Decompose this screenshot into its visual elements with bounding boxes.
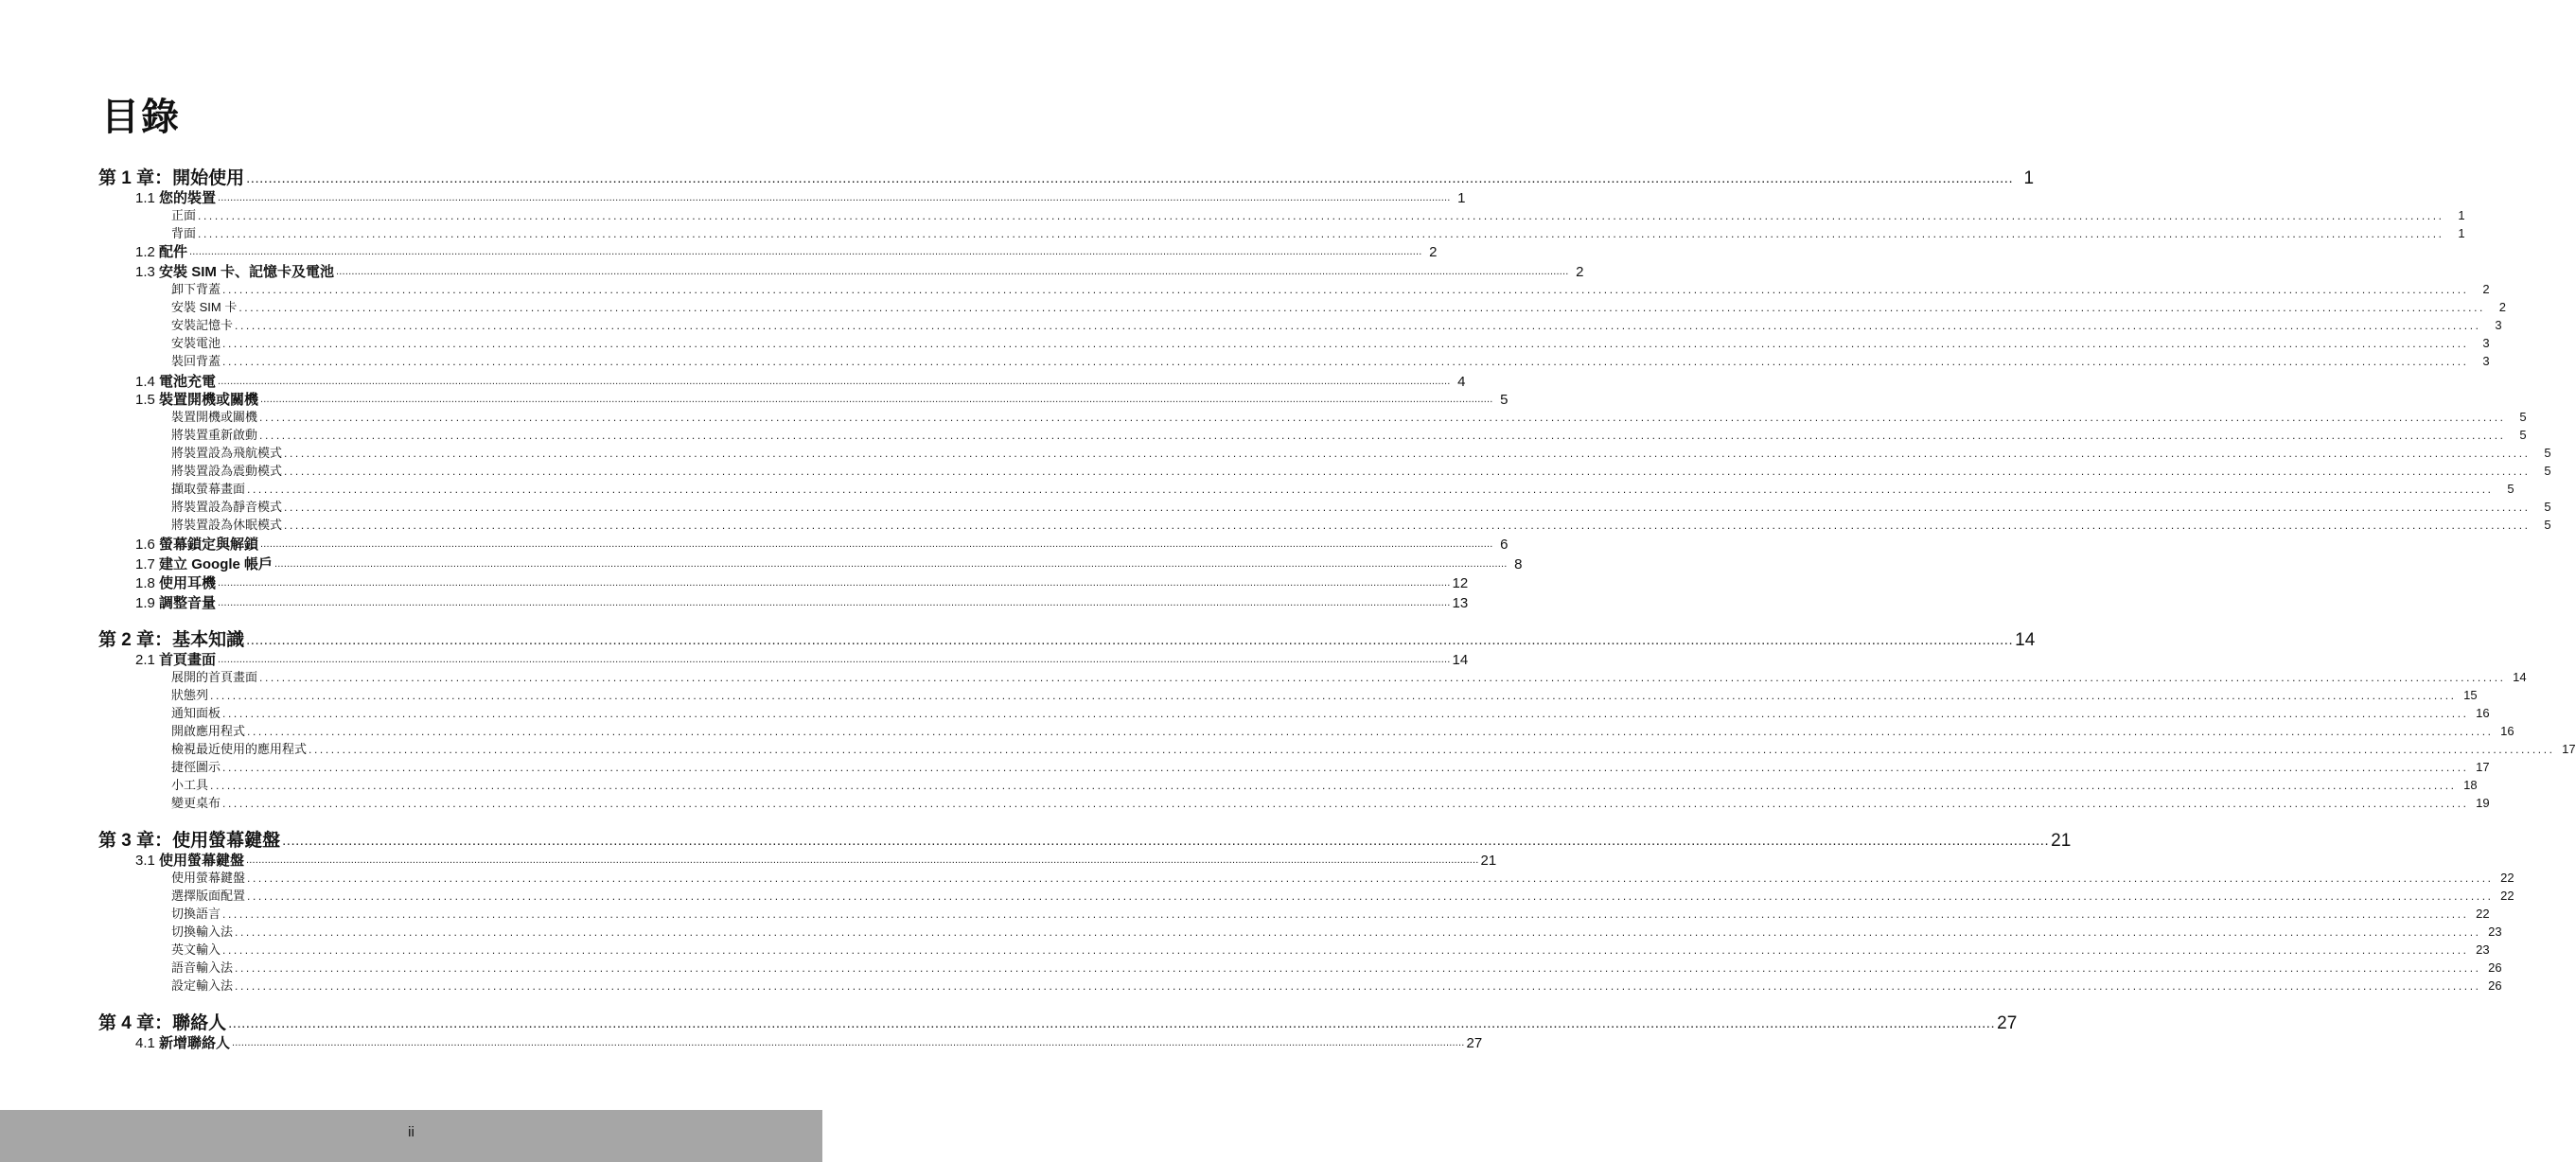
toc-section-number: 2.1: [135, 652, 160, 668]
toc-section-number: 1.7: [135, 556, 160, 572]
page-title: 目錄: [101, 97, 181, 138]
toc-entry-label: 通知面板: [171, 706, 221, 720]
toc-page-number: 5: [2544, 518, 2551, 532]
toc-page-number: 16: [2500, 724, 2514, 738]
toc-entry-section[interactable]: [135, 243, 1438, 261]
toc-leader-dots: ................................................................................................................................................................................................................................................................................................................................................................................................................: [260, 394, 1493, 405]
toc-entry-label: [135, 189, 216, 207]
toc-leader-dots: ................................................................................................................................................................................................................................................................................................................................................................................................................: [284, 519, 2531, 532]
toc-section-number: 1.3: [135, 264, 160, 280]
toc-section-title: 首頁畫面: [159, 652, 217, 668]
toc-entry-sub[interactable]: [171, 924, 2502, 941]
toc-entry-label: [135, 263, 334, 281]
toc-entry-label: 變更桌布: [171, 796, 221, 810]
toc-entry-label: 安裝電池: [171, 336, 221, 350]
toc-entry-label: 第 2 章：基本知識: [98, 630, 245, 650]
toc-entry-chapter[interactable]: [98, 629, 2036, 652]
toc-page-number: 4: [1457, 374, 1466, 390]
toc-entry-section[interactable]: [135, 555, 1523, 573]
toc-entry-label: 語音輸入法: [171, 960, 234, 975]
toc-entry-label: 背面: [171, 226, 197, 240]
toc-entry-label: [135, 574, 216, 592]
toc-entry-sub[interactable]: [171, 942, 2490, 959]
toc-page-number: 2: [1429, 244, 1438, 260]
toc-page-number: 27: [1466, 1035, 1483, 1051]
toc-entry-label: 設定輸入法: [171, 978, 234, 993]
toc-leader-dots: ................................................................................................................................................................................................................................................................................................................................................................................................................: [284, 501, 2531, 514]
toc-page-number: 12: [1452, 575, 1469, 591]
toc-leader-dots: ................................................................................................................................................................................................................................................................................................................................................................................................................: [218, 597, 1451, 608]
toc-leader-dots: ................................................................................................................................................................................................................................................................................................................................................................................................................: [247, 872, 2494, 885]
toc-entry-sub[interactable]: [171, 299, 2506, 316]
toc-entry-label: 檢視最近使用的應用程式: [171, 742, 308, 756]
toc-page-number: 21: [2051, 831, 2072, 851]
toc-section-title: 安裝 SIM 卡、記憶卡及電池: [159, 264, 335, 280]
toc-entry-label: 選擇版面配置: [171, 889, 246, 903]
toc-entry-section[interactable]: [135, 391, 1509, 409]
toc-leader-dots: ................................................................................................................................................................................................................................................................................................................................................................................................................: [284, 447, 2531, 460]
toc-entry-label: 第 3 章：使用螢幕鍵盤: [98, 831, 281, 851]
toc-entry-sub[interactable]: [171, 409, 2527, 426]
toc-leader-dots: ................................................................................................................................................................................................................................................................................................................................................................................................................: [274, 558, 1508, 570]
toc-leader-dots: ................................................................................................................................................................................................................................................................................................................................................................................................................: [198, 227, 2444, 240]
toc-entry-label: 使用螢幕鍵盤: [171, 871, 246, 885]
toc-entry-sub[interactable]: [171, 427, 2527, 444]
toc-page-number: 1: [2458, 226, 2465, 240]
toc-leader-dots: ................................................................................................................................................................................................................................................................................................................................................................................................................: [222, 707, 2469, 720]
toc-leader-dots: ................................................................................................................................................................................................................................................................................................................................................................................................................: [246, 170, 2014, 186]
toc-section-number: 1.5: [135, 392, 160, 408]
toc-leader-dots: ................................................................................................................................................................................................................................................................................................................................................................................................................: [210, 689, 2457, 702]
toc-leader-dots: ................................................................................................................................................................................................................................................................................................................................................................................................................: [189, 246, 1422, 257]
toc-page-number: 14: [1452, 652, 1469, 668]
toc-section-title: 您的裝置: [159, 190, 217, 206]
toc-entry-sub[interactable]: [171, 777, 2478, 794]
toc-entry-label: 將裝置設為靜音模式: [171, 500, 283, 514]
toc-section-title: 調整音量: [159, 595, 217, 611]
toc-page-number: 17: [2562, 742, 2576, 756]
toc-entry-sub[interactable]: [171, 906, 2490, 923]
toc-page-number: 13: [1452, 595, 1469, 611]
toc-page-number: 2: [2498, 300, 2506, 314]
toc-section-number: 1.8: [135, 575, 160, 591]
toc-page-number: 3: [2482, 354, 2490, 368]
toc-leader-dots: ................................................................................................................................................................................................................................................................................................................................................................................................................: [246, 854, 1479, 866]
toc-entry-section[interactable]: [135, 852, 1497, 870]
toc-leader-dots: ................................................................................................................................................................................................................................................................................................................................................................................................................: [235, 319, 2481, 332]
toc-entry-sub[interactable]: [171, 499, 2551, 516]
toc-entry-label: 切換輸入法: [171, 924, 234, 939]
toc-entry-sub[interactable]: [171, 687, 2478, 704]
toc-page-number: 15: [2463, 688, 2478, 702]
toc-leader-dots: ................................................................................................................................................................................................................................................................................................................................................................................................................: [284, 465, 2531, 478]
toc-section-title: 螢幕鎖定與解鎖: [159, 537, 259, 553]
toc-entry-sub[interactable]: [171, 795, 2490, 812]
toc-entry-label: [135, 1034, 230, 1052]
toc-entry-sub[interactable]: [171, 977, 2502, 995]
toc-section-title: 電池充電: [159, 374, 217, 390]
toc-page-number: 3: [2482, 336, 2490, 350]
toc-leader-dots: ................................................................................................................................................................................................................................................................................................................................................................................................................: [222, 355, 2469, 368]
toc-leader-dots: ................................................................................................................................................................................................................................................................................................................................................................................................................: [247, 725, 2494, 738]
toc-entry-sub[interactable]: [171, 445, 2551, 462]
toc-leader-dots: ................................................................................................................................................................................................................................................................................................................................................................................................................: [228, 1015, 1996, 1031]
toc-entry-sub[interactable]: [171, 705, 2490, 722]
footer-page-number: ii: [408, 1124, 415, 1140]
toc-section-number: 1.1: [135, 190, 160, 206]
toc-section-number: 3.1: [135, 853, 160, 869]
toc-entry-label: 正面: [171, 208, 197, 222]
toc-leader-dots: ................................................................................................................................................................................................................................................................................................................................................................................................................: [232, 1037, 1465, 1048]
toc-entry-sub[interactable]: [171, 353, 2490, 370]
toc-entry-sub[interactable]: [171, 517, 2551, 534]
toc-leader-dots: ................................................................................................................................................................................................................................................................................................................................................................................................................: [210, 779, 2457, 792]
toc-entry-label: 擷取螢幕畫面: [171, 482, 246, 496]
toc-entry-label: [135, 594, 216, 612]
toc-section-title: 使用螢幕鍵盤: [159, 853, 245, 869]
toc-entry-sub[interactable]: [171, 481, 2514, 498]
toc-entry-sub[interactable]: [171, 463, 2551, 480]
toc-entry-chapter[interactable]: [98, 167, 2035, 190]
toc-entry-label: 切換語言: [171, 907, 221, 921]
toc-section-title: 裝置開機或關機: [159, 392, 259, 408]
toc-page-number: 16: [2476, 706, 2490, 720]
toc-entry-sub[interactable]: [171, 741, 2576, 758]
toc-page-number: 27: [1997, 1013, 2018, 1033]
toc-entry-label: 開啟應用程式: [171, 724, 246, 738]
toc-entry-label: 安裝 SIM 卡: [171, 300, 238, 314]
toc-page-number: 26: [2488, 978, 2502, 993]
toc-page-number: 23: [2488, 924, 2502, 939]
toc-entry-label: [135, 391, 258, 409]
toc-entry-label: 第 4 章：聯絡人: [98, 1013, 227, 1033]
toc-section-number: 1.6: [135, 537, 160, 553]
toc-page-number: 5: [2544, 500, 2551, 514]
toc-leader-dots: ................................................................................................................................................................................................................................................................................................................................................................................................................: [336, 266, 1569, 277]
toc-leader-dots: ................................................................................................................................................................................................................................................................................................................................................................................................................: [247, 483, 2494, 496]
toc-entry-label: 小工具: [171, 778, 209, 792]
toc-leader-dots: ................................................................................................................................................................................................................................................................................................................................................................................................................: [238, 301, 2485, 314]
toc-leader-dots: ................................................................................................................................................................................................................................................................................................................................................................................................................: [198, 209, 2444, 222]
toc-entry-section[interactable]: [135, 651, 1469, 669]
toc-entry-sub[interactable]: [171, 225, 2465, 242]
toc-entry-label: [135, 536, 258, 554]
toc-entry-label: 展開的首頁畫面: [171, 670, 258, 684]
toc-entry-sub[interactable]: [171, 207, 2465, 224]
toc-entry-sub[interactable]: [171, 281, 2490, 298]
toc-page-number: 5: [1500, 392, 1509, 408]
toc-leader-dots: ................................................................................................................................................................................................................................................................................................................................................................................................................: [222, 337, 2469, 350]
toc-leader-dots: ................................................................................................................................................................................................................................................................................................................................................................................................................: [218, 577, 1451, 589]
toc-entry-label: 安裝記憶卡: [171, 318, 234, 332]
toc-entry-sub[interactable]: [171, 870, 2514, 887]
toc-leader-dots: ................................................................................................................................................................................................................................................................................................................................................................................................................: [222, 943, 2469, 957]
toc-entry-label: 英文輸入: [171, 942, 221, 957]
toc-page-number: 23: [2476, 942, 2490, 957]
toc-page-number: 1: [1457, 190, 1466, 206]
toc-section-title: 使用耳機: [159, 575, 217, 591]
toc-entry-section[interactable]: [135, 373, 1466, 391]
toc-leader-dots: ................................................................................................................................................................................................................................................................................................................................................................................................................: [309, 743, 2555, 756]
toc-entry-label: 狀態列: [171, 688, 209, 702]
toc-section-number: 4.1: [135, 1035, 160, 1051]
toc-page-number: 5: [2544, 464, 2551, 478]
toc-leader-dots: ................................................................................................................................................................................................................................................................................................................................................................................................................: [235, 979, 2481, 993]
toc-section-number: 1.9: [135, 595, 160, 611]
toc-section-title: 新增聯絡人: [159, 1035, 231, 1051]
toc-page-number: 17: [2476, 760, 2490, 774]
toc-leader-dots: ................................................................................................................................................................................................................................................................................................................................................................................................................: [218, 376, 1451, 387]
toc-entry-section[interactable]: [135, 574, 1469, 592]
toc-page-number: 22: [2500, 889, 2514, 903]
toc-page-number: 8: [1514, 556, 1523, 572]
toc-entry-label: 裝置開機或關機: [171, 410, 258, 424]
toc-page-number: 1: [2458, 208, 2465, 222]
toc-entry-section[interactable]: [135, 1034, 1483, 1052]
toc-page-number: 5: [2507, 482, 2514, 496]
toc-entry-chapter[interactable]: [98, 1012, 2018, 1035]
toc-entry-label: [135, 555, 273, 573]
toc-entry-label: 將裝置重新啟動: [171, 428, 258, 442]
toc-leader-dots: ................................................................................................................................................................................................................................................................................................................................................................................................................: [235, 961, 2481, 975]
toc-leader-dots: ................................................................................................................................................................................................................................................................................................................................................................................................................: [235, 925, 2481, 939]
toc-entry-label: [135, 651, 216, 669]
page-footer: [0, 1110, 822, 1162]
toc-entry-section[interactable]: [135, 263, 1584, 281]
toc-leader-dots: ................................................................................................................................................................................................................................................................................................................................................................................................................: [222, 797, 2469, 810]
toc-leader-dots: ................................................................................................................................................................................................................................................................................................................................................................................................................: [259, 411, 2506, 424]
toc-page-number: 19: [2476, 796, 2490, 810]
toc-page-number: 21: [1480, 853, 1497, 869]
toc-leader-dots: ................................................................................................................................................................................................................................................................................................................................................................................................................: [259, 429, 2506, 442]
toc-entry-sub[interactable]: [171, 960, 2502, 977]
toc-page-number: 2: [1576, 264, 1584, 280]
toc-page-number: 5: [2519, 428, 2527, 442]
toc-entry-label: 捷徑圖示: [171, 760, 221, 774]
toc-section-number: 1.4: [135, 374, 160, 390]
toc-entry-sub[interactable]: [171, 888, 2514, 905]
toc-leader-dots: ................................................................................................................................................................................................................................................................................................................................................................................................................: [222, 283, 2469, 296]
toc-entry-label: 裝回背蓋: [171, 354, 221, 368]
toc-entry-sub[interactable]: [171, 669, 2527, 686]
toc-entry-sub[interactable]: [171, 723, 2514, 740]
toc-entry-label: 將裝置設為休眠模式: [171, 518, 283, 532]
toc-leader-dots: ................................................................................................................................................................................................................................................................................................................................................................................................................: [260, 538, 1493, 550]
toc-entry-section[interactable]: [135, 189, 1466, 207]
toc-entry-section[interactable]: [135, 594, 1469, 612]
toc-entry-label: 將裝置設為飛航模式: [171, 446, 283, 460]
toc-page-number: 22: [2476, 907, 2490, 921]
toc-page-number: 22: [2500, 871, 2514, 885]
toc-page-number: 3: [2495, 318, 2502, 332]
toc-entry-label: 將裝置設為震動模式: [171, 464, 283, 478]
toc-section-title: 配件: [159, 244, 188, 260]
toc-page-number: 6: [1500, 537, 1509, 553]
toc-entry-label: 卸下背蓋: [171, 282, 221, 296]
toc-page-number: 26: [2488, 960, 2502, 975]
toc-entry-sub[interactable]: [171, 759, 2490, 776]
toc-entry-chapter[interactable]: [98, 830, 2072, 853]
toc-page-number: 5: [2544, 446, 2551, 460]
toc-entry-label: [135, 373, 216, 391]
toc-page-number: 5: [2519, 410, 2527, 424]
toc-section-title: 建立 Google 帳戶: [159, 556, 273, 572]
toc-page-number: 14: [2015, 630, 2036, 650]
toc-leader-dots: ................................................................................................................................................................................................................................................................................................................................................................................................................: [218, 654, 1451, 665]
toc-page-number: 2: [2482, 282, 2490, 296]
toc-page-number: 18: [2463, 778, 2478, 792]
toc-leader-dots: ................................................................................................................................................................................................................................................................................................................................................................................................................: [222, 907, 2469, 921]
toc-page-number: 1: [2023, 168, 2035, 188]
toc-entry-label: 第 1 章：開始使用: [98, 168, 245, 188]
toc-leader-dots: ................................................................................................................................................................................................................................................................................................................................................................................................................: [259, 671, 2506, 684]
toc-entry-label: [135, 852, 244, 870]
toc-leader-dots: ................................................................................................................................................................................................................................................................................................................................................................................................................: [246, 632, 2014, 648]
toc-leader-dots: ................................................................................................................................................................................................................................................................................................................................................................................................................: [247, 889, 2494, 903]
toc-leader-dots: ................................................................................................................................................................................................................................................................................................................................................................................................................: [218, 192, 1451, 203]
toc-entry-label: [135, 243, 187, 261]
toc-leader-dots: ................................................................................................................................................................................................................................................................................................................................................................................................................: [282, 833, 2050, 849]
toc-entry-sub[interactable]: [171, 335, 2490, 352]
toc-entry-section[interactable]: [135, 536, 1509, 554]
toc-leader-dots: ................................................................................................................................................................................................................................................................................................................................................................................................................: [222, 761, 2469, 774]
toc-section-number: 1.2: [135, 244, 160, 260]
toc-entry-sub[interactable]: [171, 317, 2502, 334]
toc-page-number: 14: [2513, 670, 2527, 684]
